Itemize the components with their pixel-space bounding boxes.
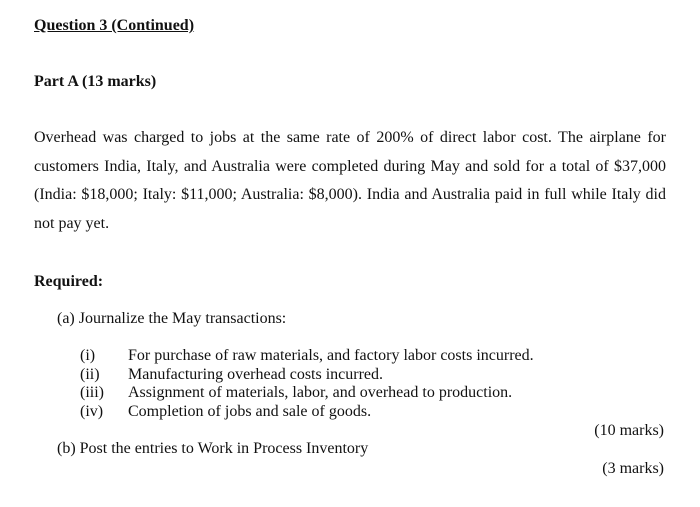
required-label: Required:: [34, 273, 104, 290]
sub-item-text: Assignment of materials, labor, and overhead to production.: [128, 384, 513, 401]
sub-item: [80, 384, 534, 403]
sub-item: [80, 347, 534, 366]
marks-b: (3 marks): [602, 460, 664, 477]
sub-item-number: (ii): [80, 365, 100, 383]
problem-paragraph: Overhead was charged to jobs at the same rate of 200% of direct labor cost. The airplane for customers India, Italy, and Australia were completed during May and sold for a total of $37,000 (India: $18,000; Italy: $11,000; Australia: $8,000). India and Australia paid in full while Italy did not pay yet.: [34, 129, 666, 232]
sub-item-number: (iv): [80, 402, 104, 420]
question-heading: Question 3 (Continued): [34, 17, 195, 34]
sub-item-number: (iii): [80, 384, 104, 401]
sub-item-text: For purchase of raw materials, and factory labor costs incurred.: [128, 347, 534, 364]
sub-item-list: [80, 347, 534, 421]
sub-item: [80, 366, 534, 385]
question-a: (a) Journalize the May transactions:: [57, 310, 287, 327]
sub-item-text: Completion of jobs and sale of goods.: [128, 402, 372, 420]
sub-item-text: Manufacturing overhead costs incurred.: [128, 365, 384, 383]
part-title: Part A (13 marks): [34, 73, 157, 90]
sub-item-number: (i): [80, 347, 96, 364]
sub-item: [80, 403, 534, 422]
question-b: (b) Post the entries to Work in Process Inventory: [57, 440, 369, 457]
marks-a: (10 marks): [594, 422, 664, 439]
